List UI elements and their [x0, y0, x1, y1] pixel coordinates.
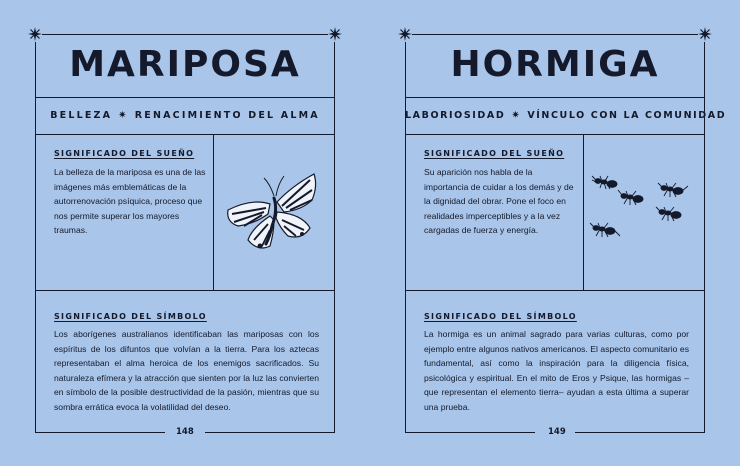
subtitle-keyword: RENACIMIENTO DEL ALMA — [134, 110, 320, 121]
dream-heading: SIGNIFICADO DEL SUEÑO — [54, 149, 195, 158]
page-title: MARIPOSA — [69, 44, 301, 85]
dream-text: La belleza de la mariposa es una de las imágenes más emblemáticas de la autorrenovación psíquica, proceso que nos permite superar los mayores traumas. — [54, 167, 206, 236]
symbol-heading: SIGNIFICADO DEL SÍMBOLO — [54, 312, 207, 321]
divider — [405, 97, 705, 98]
subtitle — [405, 110, 727, 121]
subtitle — [35, 110, 335, 121]
divider — [35, 290, 335, 291]
column-divider — [213, 134, 214, 291]
divider — [35, 134, 335, 135]
page-title: HORMIGA — [450, 44, 660, 85]
dream-text: Su aparición nos habla de la importancia de cuidar a los demás y de la dignidad del obrar. Pone el foco en realidades imperceptibles y a la vez cargadas de fuerza y energía. — [424, 167, 574, 236]
divider — [405, 134, 705, 135]
star-ornament-icon — [398, 27, 412, 41]
symbol-text: La hormiga es un animal sagrado para varias culturas, como por ejemplo entre algunos nativos americanos. El aspecto comunitario es fundamental, así como la inspiración para la diligencia física, psicológica y espiritual. En el mito de Eros y Psique, las hormigas –que representan el elemento tierra– ayudan a esta última a superar una prueba. — [424, 329, 689, 412]
symbol-heading: SIGNIFICADO DEL SÍMBOLO — [424, 312, 577, 321]
asterisk-separator-icon: ✷ — [511, 110, 522, 121]
ants-illustration — [588, 172, 698, 244]
butterfly-illustration — [222, 166, 322, 256]
top-rule — [412, 34, 698, 35]
subtitle-keyword: BELLEZA — [50, 110, 113, 121]
divider — [35, 97, 335, 98]
star-ornament-icon — [28, 27, 42, 41]
page-number: 148 — [176, 427, 194, 437]
subtitle-keyword: VÍNCULO CON LA COMUNIDAD — [527, 110, 727, 121]
asterisk-separator-icon: ✷ — [118, 110, 129, 121]
star-ornament-icon — [698, 27, 712, 41]
bottom-rule — [35, 432, 165, 433]
star-ornament-icon — [328, 27, 342, 41]
bottom-rule — [205, 432, 335, 433]
symbol-text: Los aborígenes australianos identificaban las mariposas con los espíritus de los difuntos que volvían a la tierra. Para los aztecas representaban el alma heroica de los enemigos sacrificados. Su naturaleza efímera y la atracción que sienten por la luz las convierten en símbolo de la posible destructividad de la pasión, mientras que su sombra errática evoca la volatilidad del deseo. — [54, 329, 319, 412]
bottom-rule — [575, 432, 705, 433]
dream-heading: SIGNIFICADO DEL SUEÑO — [424, 149, 565, 158]
subtitle-keyword: LABORIOSIDAD — [405, 110, 506, 121]
bottom-rule — [405, 432, 535, 433]
column-divider — [583, 134, 584, 291]
right-page — [370, 0, 740, 466]
top-rule — [42, 34, 328, 35]
page-number: 149 — [548, 427, 566, 437]
divider — [405, 290, 705, 291]
